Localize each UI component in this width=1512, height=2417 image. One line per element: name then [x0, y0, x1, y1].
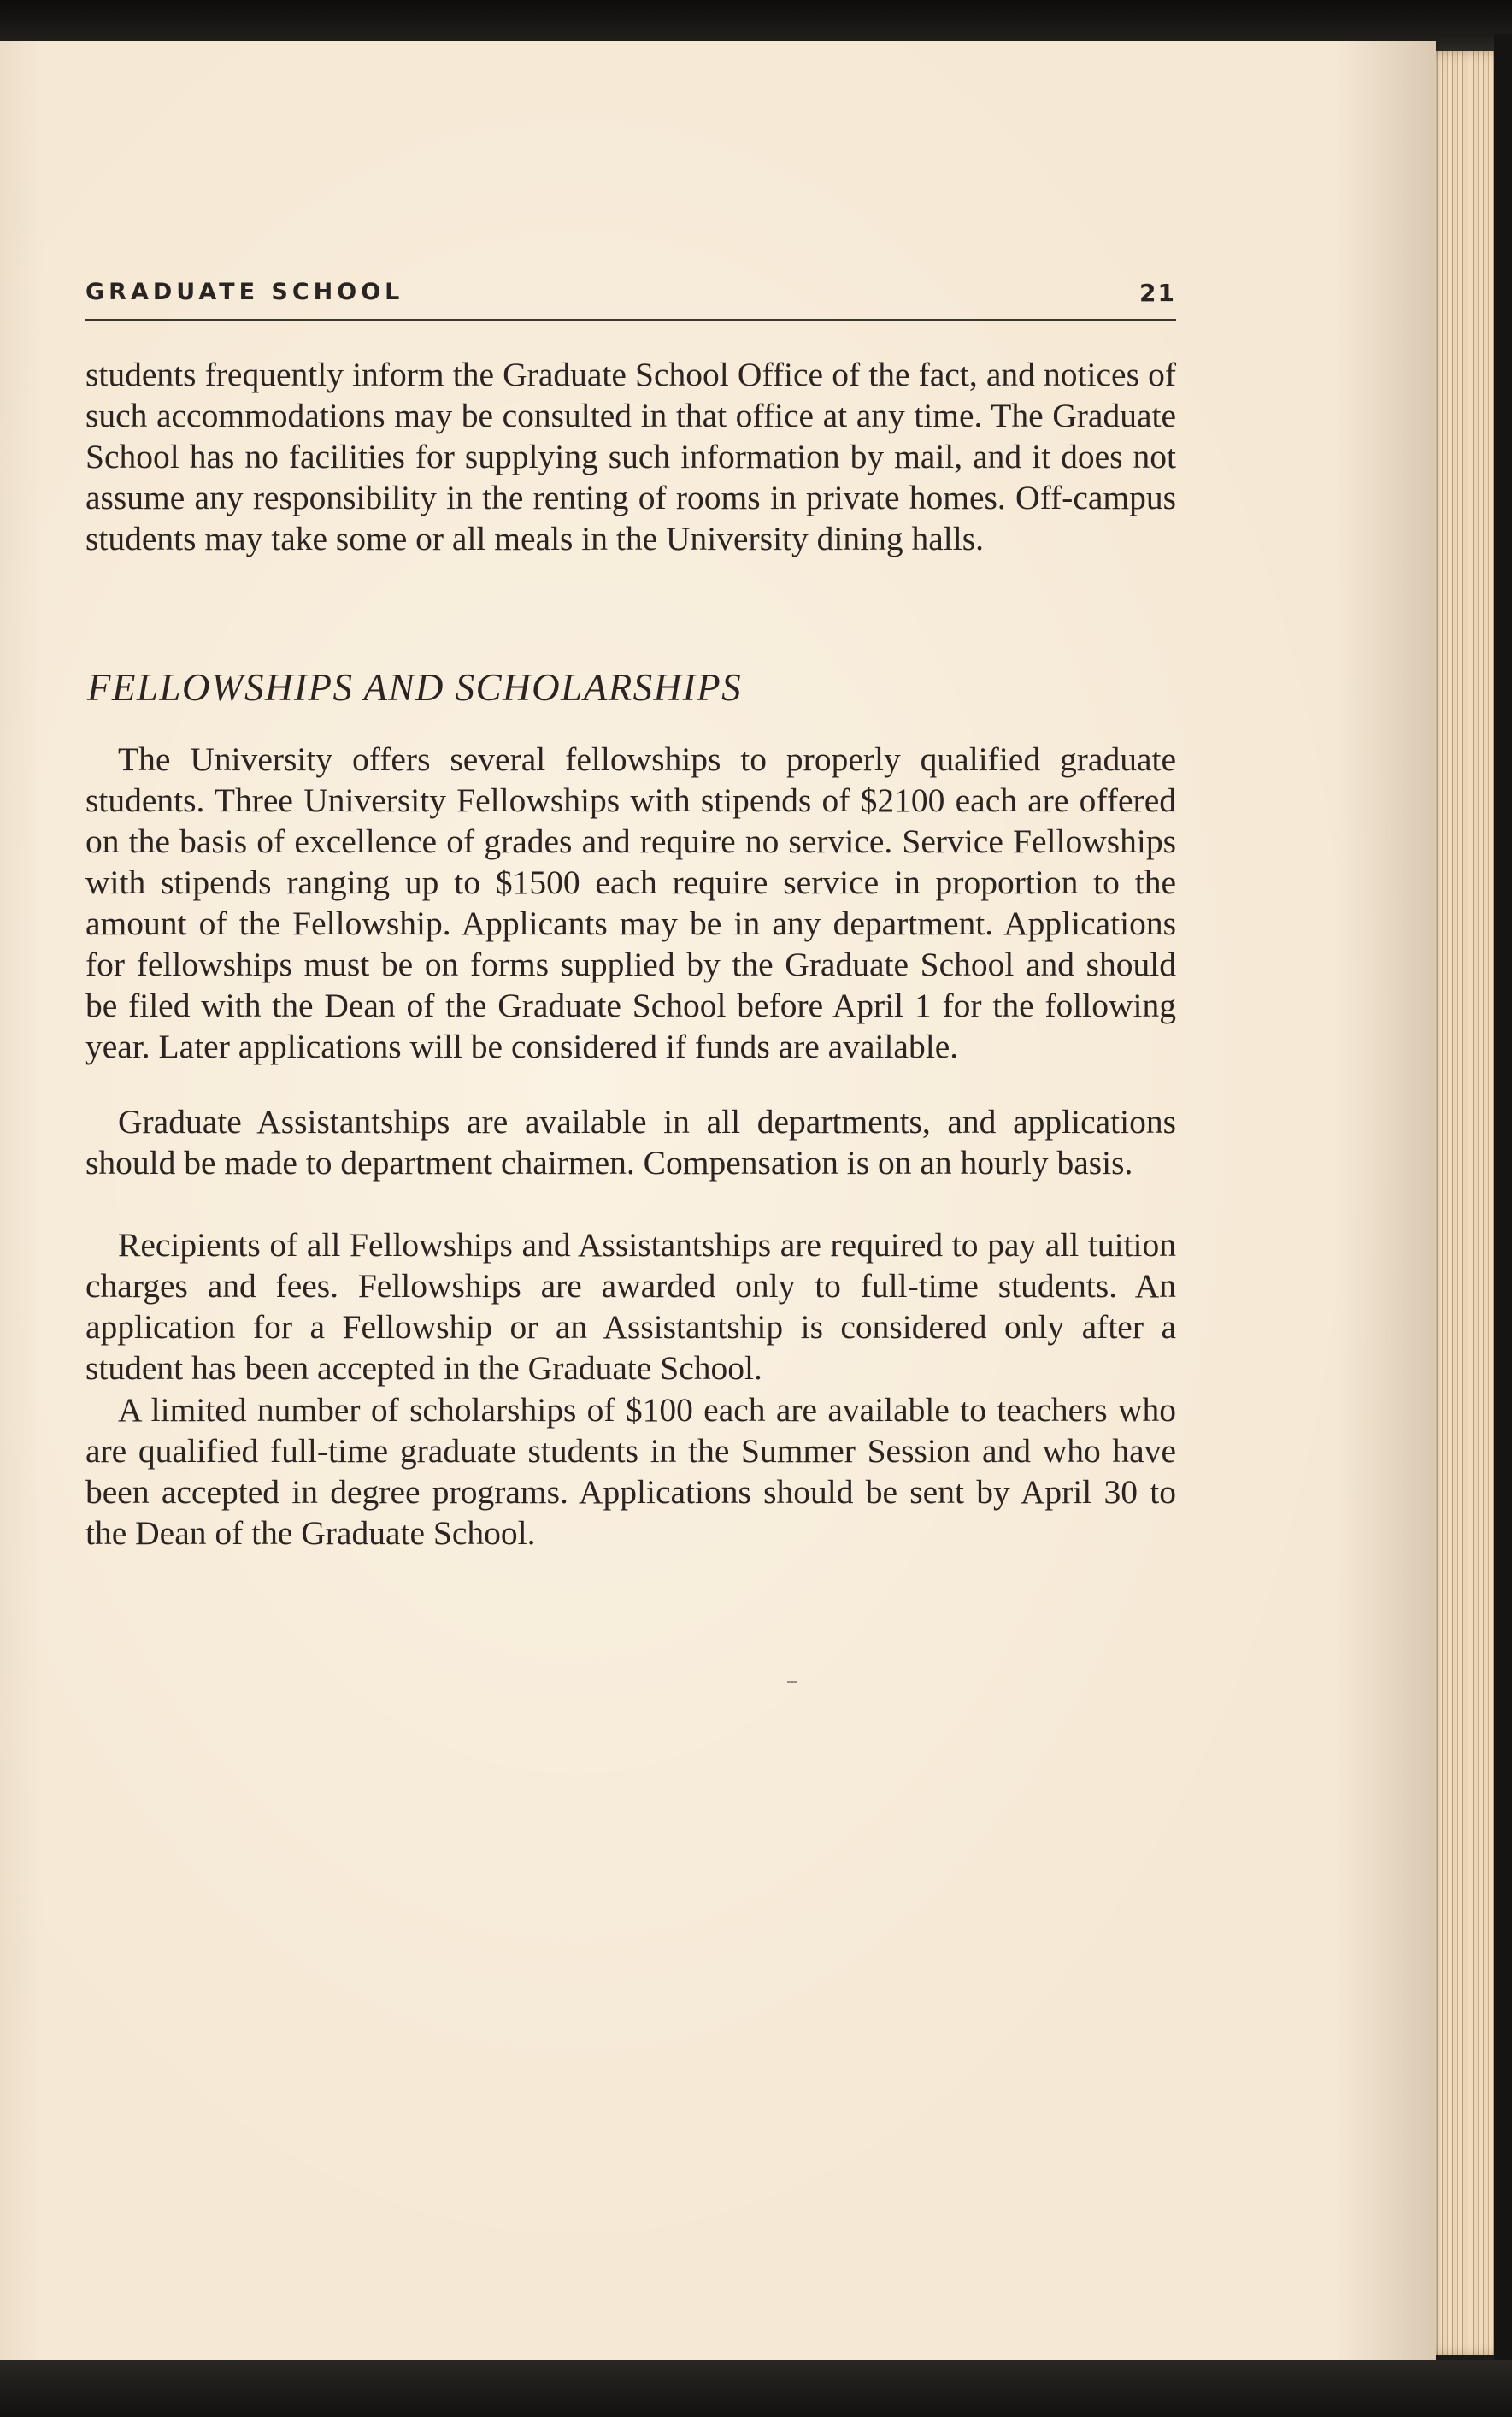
page-number: 21: [1139, 279, 1176, 307]
intro-paragraph: students frequently inform the Graduate School Office of the fact, and notices of such accommodations may be consulted in that office at any time. The Graduate School has no facilities for supplying such information by mail, and it does not assume any responsibility in the renting of rooms in private homes. Off-campus students may take some or all meals in the University dining halls.: [85, 356, 1176, 557]
scholarships-paragraph: A limited number of scholarships of $100 each are available to teachers who are qualified full-time graduate students in the Summer Session and who have been accepted in degree programs. Applications should be sent by April 30 to the Dean of the Graduate School.: [85, 1391, 1176, 1552]
running-head: [85, 279, 1176, 313]
scan-right-edge: [1494, 34, 1512, 2417]
section-heading: FELLOWSHIPS AND SCHOLARSHIPS: [87, 666, 743, 709]
assistantships-paragraph: Graduate Assistantships are available in all departments, and applications should be made to department chairmen. Compensation is on an hourly basis.: [85, 1103, 1176, 1182]
fellowships-paragraph: The University offers several fellowships to properly qualified graduate students. Three University Fellowships with stipends of $2100 each are offered on the basis of excellence of grades and require no service. Service Fellowships with stipends ranging up to $1500 each require service in proportion to the amount of the Fellowship. Applicants may be in any department. Applications for fellowships must be on forms supplied by the Graduate School and should be filed with the Dean of the Graduate School before April 1 for the following year. Later applications will be considered if funds are available.: [85, 740, 1176, 1065]
scan-bottom-edge: [0, 2360, 1512, 2417]
header-rule: [85, 319, 1176, 321]
recipients-paragraph: Recipients of all Fellowships and Assistantships are required to pay all tuition charges and fees. Fellowships are awarded only to full-time students. An application for a Fellowship or an Assistantship is considered only after a student has been accepted in the Graduate School.: [85, 1226, 1176, 1387]
paper-speck: [787, 1681, 797, 1683]
running-head-title: GRADUATE SCHOOL: [85, 279, 404, 305]
